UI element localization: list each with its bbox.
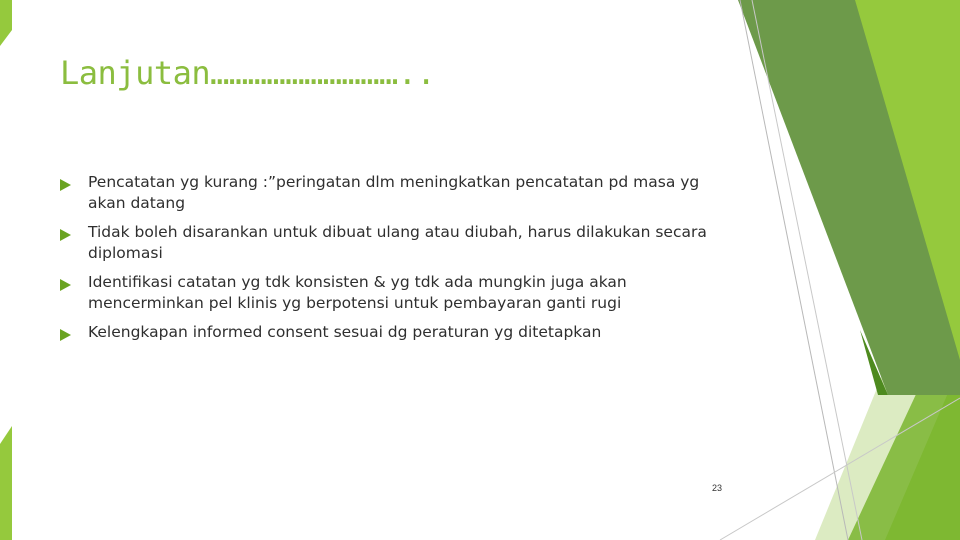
bullet-text: Tidak boleh disarankan untuk dibuat ulang atau diubah, harus dilakukan secara diplomasi [88, 223, 707, 262]
slide-title: Lanjutan………………………….. [60, 54, 436, 92]
bullet-arrow-icon [60, 279, 71, 291]
list-item [60, 172, 730, 214]
bullet-arrow-icon [60, 329, 71, 341]
left-accent-strip [0, 0, 12, 46]
bullet-text: Kelengkapan informed consent sesuai dg peraturan yg ditetapkan [88, 323, 602, 341]
list-item [60, 322, 730, 343]
bullet-text: Pencatatan yg kurang :”peringatan dlm meningkatkan pencatatan pd masa yg akan datang [88, 173, 700, 212]
bullet-arrow-icon [60, 179, 71, 191]
list-item [60, 272, 730, 314]
bullet-list [60, 172, 730, 351]
list-item [60, 222, 730, 264]
left-accent-strip-lower [0, 426, 12, 540]
page-number: 23 [711, 483, 722, 493]
bullet-text: Identifikasi catatan yg tdk konsisten & yg tdk ada mungkin juga akan mencerminkan pel klinis yg berpotensi untuk pembayaran ganti rugi [88, 273, 627, 312]
bullet-arrow-icon [60, 229, 71, 241]
